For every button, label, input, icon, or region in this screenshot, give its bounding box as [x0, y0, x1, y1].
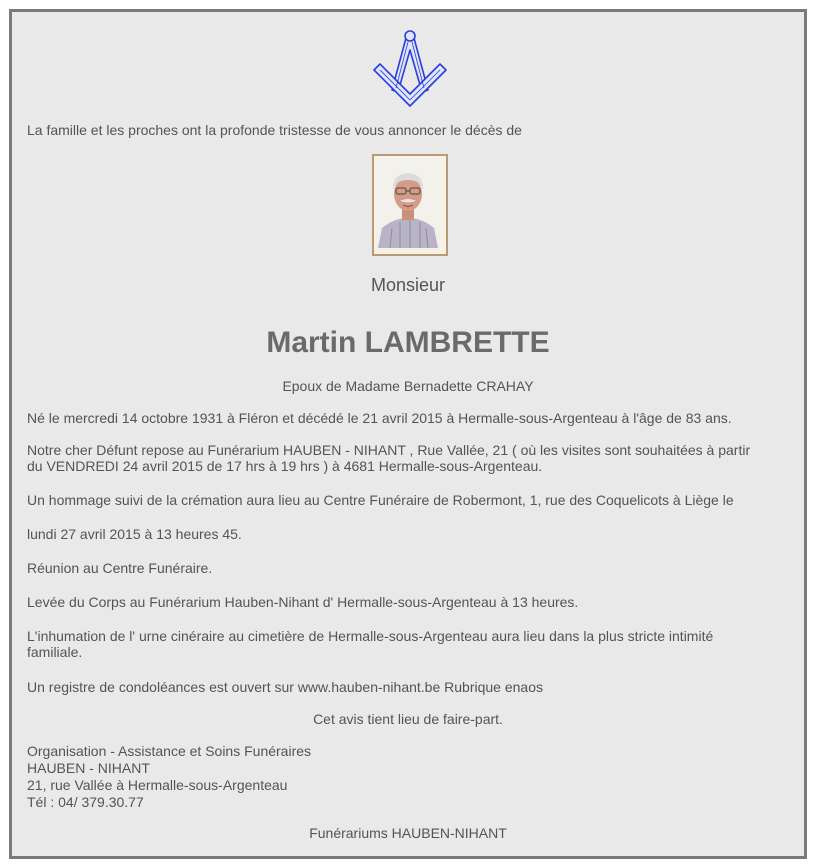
- signature: Funérariums HAUBEN-NIHANT: [309, 825, 507, 841]
- tribute-date: lundi 27 avril 2015 à 13 heures 45.: [27, 526, 242, 542]
- organisation-phone: Tél : 04/ 379.30.77: [27, 794, 144, 810]
- organisation-line3: 21, rue Vallée à Hermalle-sous-Argenteau: [27, 777, 288, 793]
- registry-text: Un registre de condoléances est ouvert sur www.hauben-nihant.be Rubrique enaos: [27, 679, 543, 695]
- spouse-line: Epoux de Madame Bernadette CRAHAY: [282, 378, 534, 394]
- levee-text: Levée du Corps au Funérarium Hauben-Nihant d' Hermalle-sous-Argenteau à 13 heures.: [27, 594, 579, 610]
- obituary-notice: [9, 9, 807, 859]
- intro-text: La famille et les proches ont la profonde tristesse de vous annoncer le décès de: [27, 122, 522, 138]
- inhumation-line1: L'inhumation de l' urne cinéraire au cimetière de Hermalle-sous-Argenteau aura lieu dans la plus stricte intimité: [27, 628, 714, 644]
- organisation-line2: HAUBEN - NIHANT: [27, 760, 150, 776]
- deceased-name: Martin LAMBRETTE: [266, 326, 550, 359]
- organisation-line1: Organisation - Assistance et Soins Funéraires: [27, 743, 312, 759]
- birth-death-paragraph: Né le mercredi 14 octobre 1931 à Fléron et décédé le 21 avril 2015 à Hermalle-sous-Argenteau à l'âge de 83 ans.: [27, 410, 732, 426]
- portrait-photo: [372, 154, 448, 256]
- rest-paragraph-line2: du VENDREDI 24 avril 2015 de 17 hrs à 19 hrs ) à 4681 Hermalle-sous-Argenteau.: [27, 458, 543, 474]
- meeting-text: Réunion au Centre Funéraire.: [27, 560, 213, 576]
- square-and-compass-icon: [372, 28, 448, 108]
- tribute-paragraph: Un hommage suivi de la crémation aura lieu au Centre Funéraire de Robermont, 1, rue des Coquelicots à Liège le: [27, 492, 734, 508]
- rest-paragraph-line1: Notre cher Défunt repose au Funérarium HAUBEN - NIHANT , Rue Vallée, 21 ( où les visites sont souhaitées à partir: [27, 442, 751, 458]
- civility: Monsieur: [370, 275, 446, 295]
- inhumation-line2: familiale.: [27, 644, 83, 660]
- faire-part-text: Cet avis tient lieu de faire-part.: [313, 711, 503, 727]
